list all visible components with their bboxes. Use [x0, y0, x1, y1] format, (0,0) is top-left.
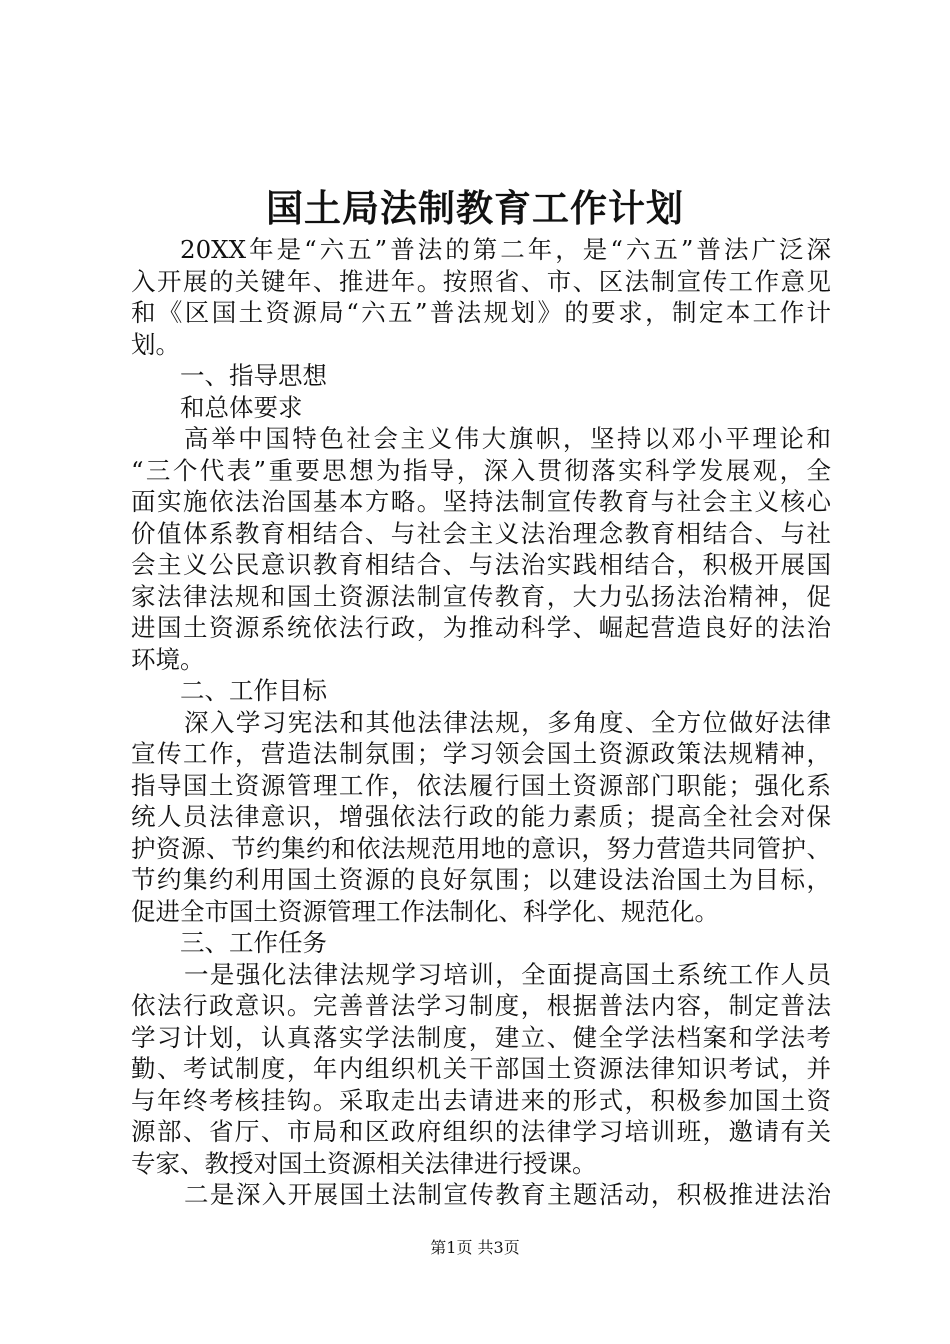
- page-number-footer: 第1页 共3页: [430, 1238, 520, 1257]
- paragraph-line: 专家、教授对国土资源相关法律进行授课。: [131, 1148, 597, 1178]
- paragraph-line: 20XX年是“六五”普法的第二年，是“六五”普法广泛深: [180, 235, 831, 264]
- document-body: [131, 234, 831, 1211]
- paragraph-line: 节约集约利用国土资源的良好氛围；以建设法治国土为目标，: [131, 865, 831, 894]
- paragraph-line: 进国土资源系统依法行政，为推动科学、崛起营造良好的法治: [131, 613, 831, 642]
- paragraph-line: 学习计划，认真落实学法制度，建立、健全学法档案和学法考: [131, 1022, 831, 1052]
- paragraph-line: 和《区国土资源局“六五”普法规划》的要求，制定本工作计: [131, 298, 831, 327]
- paragraph-line: 环境。: [131, 644, 205, 674]
- paragraph-line: 与年终考核挂钩。采取走出去请进来的形式，积极参加国土资: [131, 1085, 831, 1115]
- section-heading: 二、工作目标: [180, 676, 327, 705]
- paragraph-line: 二是深入开展国土法制宣传教育主题活动，积极推进法治: [184, 1180, 831, 1209]
- paragraph-line: 划。: [131, 329, 180, 359]
- document-title: 国土局法制教育工作计划: [266, 186, 684, 230]
- paragraph-line: 指导国土资源管理工作，依法履行国土资源部门职能；强化系: [131, 770, 831, 800]
- paragraph-line: “三个代表”重要思想为指导，深入贯彻落实科学发展观，全: [131, 455, 831, 485]
- paragraph-line: 入开展的关键年、推进年。按照省、市、区法制宣传工作意见: [131, 266, 831, 296]
- paragraph-line: 家法律法规和国土资源法制宣传教育，大力弘扬法治精神，促: [131, 581, 831, 611]
- section-heading: 一、指导思想: [180, 361, 327, 390]
- paragraph-line: 一是强化法律法规学习培训，全面提高国土系统工作人员: [184, 959, 831, 989]
- paragraph-line: 宣传工作，营造法制氛围；学习领会国土资源政策法规精神，: [131, 739, 831, 768]
- paragraph-line: 会主义公民意识教育相结合、与法治实践相结合，积极开展国: [131, 550, 831, 579]
- paragraph-line: 深入学习宪法和其他法律法规，多角度、全方位做好法律: [184, 707, 831, 737]
- paragraph-line: 护资源、节约集约和依法规范用地的意识，努力营造共同管护、: [131, 833, 831, 863]
- paragraph-line: 统人员法律意识，增强依法行政的能力素质；提高全社会对保: [131, 802, 831, 831]
- paragraph-line: 价值体系教育相结合、与社会主义法治理念教育相结合、与社: [131, 518, 831, 548]
- paragraph-line: 高举中国特色社会主义伟大旗帜，坚持以邓小平理论和: [184, 424, 831, 453]
- paragraph-line: 依法行政意识。完善普法学习制度，根据普法内容，制定普法: [131, 991, 831, 1020]
- paragraph-line: 勤、考试制度，年内组织机关干部国土资源法律知识考试，并: [131, 1054, 831, 1083]
- section-heading: 三、工作任务: [180, 928, 327, 957]
- paragraph-line: 促进全市国土资源管理工作法制化、科学化、规范化。: [131, 896, 719, 926]
- paragraph-line: 源部、省厅、市局和区政府组织的法律学习培训班，邀请有关: [131, 1117, 831, 1146]
- section-heading: 和总体要求: [180, 392, 303, 422]
- paragraph-line: 面实施依法治国基本方略。坚持法制宣传教育与社会主义核心: [131, 487, 831, 516]
